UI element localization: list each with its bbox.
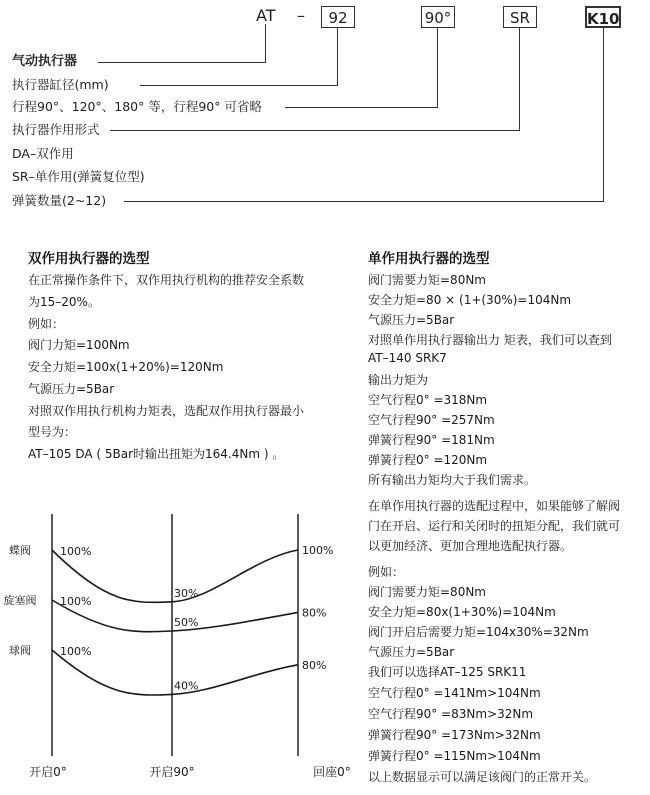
single-acting-line: AT–140 SRK7 (368, 351, 447, 365)
data-label: 40% (174, 679, 199, 693)
data-label: 100% (60, 545, 92, 558)
connector-line (437, 28, 438, 108)
single-acting-line: 以上数据显示可以满足该阀门的正常开关。 (368, 770, 597, 784)
double-acting-line: 气源压力=5Bar (28, 382, 115, 396)
single-acting-line: 在单作用执行器的选配过程中，如果能够了解阀 (368, 499, 621, 513)
legend-da: DA–双作用 (12, 146, 74, 161)
x-tick-label: 开启0° (29, 765, 67, 779)
single-acting-line: 我们可以选择AT–125 SRK11 (368, 665, 527, 679)
legend-springs: 弹簧数量(2~12) (12, 193, 107, 208)
single-acting-line: 弹簧行程0° =115Nm>104Nm (368, 749, 541, 763)
single-acting-line: 空气行程90° =83Nm>32Nm (368, 707, 534, 721)
single-acting-line: 以更加经济、更加合理地选配执行器。 (368, 539, 573, 553)
code-box-action: SR (503, 6, 537, 28)
legend-sr: SR–单作用(弹簧复位型) (12, 169, 145, 184)
connector-line (519, 28, 520, 131)
single-acting-title: 单作用执行器的选型 (368, 251, 490, 267)
code-box-stroke: 90° (421, 6, 455, 28)
single-acting-line: 阀门开启后需要力矩=104x30%=32Nm (368, 625, 589, 639)
data-label: 30% (174, 586, 199, 600)
single-acting-line: 空气行程0° =318Nm (368, 393, 488, 407)
double-acting-line: 例如： (28, 317, 65, 331)
double-acting-line: 型号为： (28, 425, 77, 439)
data-label: 80% (302, 606, 327, 620)
connector-line (140, 85, 338, 86)
single-acting-line: 弹簧行程90° =173Nm>32Nm (368, 728, 541, 742)
double-acting-line: 在正常操作条件下，双作用执行机构的推荐安全系数 (28, 273, 305, 287)
connector-line (124, 201, 604, 202)
data-label: 100% (60, 595, 92, 608)
single-acting-line: 例如： (368, 565, 405, 579)
series-label-plug: 旋塞阀 (3, 594, 37, 607)
single-acting-line: 阀门需要力矩=80Nm (368, 585, 486, 599)
connector-line (98, 62, 266, 63)
single-acting-line: 空气行程90° =257Nm (368, 413, 495, 427)
double-acting-title: 双作用执行器的选型 (28, 251, 150, 267)
data-label: 100% (60, 645, 92, 658)
data-label: 50% (174, 616, 199, 629)
single-acting-line: 安全力矩=80x(1+30%)=104Nm (368, 605, 556, 619)
connector-line (110, 130, 520, 131)
single-acting-line: 气源压力=5Bar (368, 645, 455, 659)
code-box-springs: K10 (585, 6, 621, 28)
single-acting-line: 气源压力=5Bar (368, 313, 455, 327)
connector-line (603, 28, 604, 202)
legend-bore: 执行器缸径(mm) (12, 77, 109, 92)
connector-line (265, 24, 266, 63)
single-acting-line: 安全力矩=80 × (1+(30%)=104Nm (368, 293, 572, 307)
series-label-ball: 球阀 (9, 644, 31, 657)
single-acting-line: 对照单作用执行器输出力 矩表，我们可以查到 (368, 333, 612, 347)
code-box-bore: 92 (321, 6, 355, 28)
torque-distribution-chart (0, 470, 360, 792)
code-prefix: AT (256, 6, 276, 25)
x-tick-label: 开启90° (149, 765, 195, 779)
code-dash: – (297, 6, 305, 25)
x-tick-label: 回座0° (313, 765, 351, 779)
double-acting-line: 阀门力矩=100Nm (28, 338, 130, 352)
data-label: 100% (302, 544, 334, 557)
single-acting-line: 弹簧行程90° =181Nm (368, 433, 495, 447)
legend-action-type: 执行器作用形式 (12, 122, 100, 137)
series-label-butterfly: 蝶阀 (9, 544, 31, 557)
single-acting-line: 门在开启、运行和关闭时的扭矩分配，我们就可 (368, 519, 621, 533)
connector-line (285, 107, 438, 108)
double-acting-line: 对照双作用执行机构力矩表，选配双作用执行器最小 (28, 404, 305, 418)
legend-actuator: 气动执行器 (12, 54, 78, 69)
connector-line (337, 28, 338, 86)
double-acting-line: 为15–20%。 (28, 295, 100, 309)
single-acting-line: 所有输出力矩均大于我们需求。 (368, 473, 537, 487)
single-acting-line: 阀门需要力矩=80Nm (368, 273, 486, 287)
single-acting-line: 弹簧行程0° =120Nm (368, 453, 488, 467)
single-acting-line: 空气行程0° =141Nm>104Nm (368, 686, 541, 700)
single-acting-line: 输出力矩为 (368, 373, 429, 387)
double-acting-line: 安全力矩=100x(1+20%)=120Nm (28, 360, 224, 374)
data-label: 80% (302, 658, 327, 672)
double-acting-line: AT–105 DA ( 5Bar时输出扭矩为164.4Nm ) 。 (28, 447, 285, 461)
legend-stroke: 行程90°、120°、180° 等，行程90° 可省略 (12, 99, 262, 114)
